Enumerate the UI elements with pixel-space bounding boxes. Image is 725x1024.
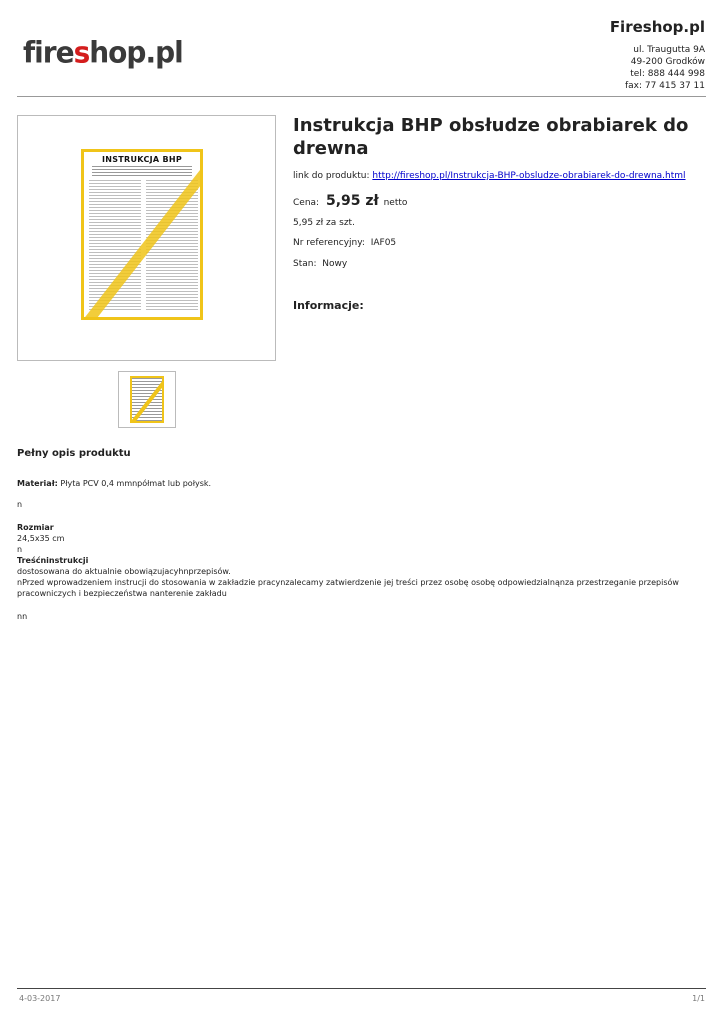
price-suffix: netto (383, 198, 408, 208)
product-thumbnail[interactable] (118, 371, 176, 428)
address-phone: tel: 888 444 998 (630, 69, 705, 79)
separator-nn: nn (17, 612, 28, 621)
condition-label: Stan: (293, 259, 317, 269)
size-value: 24,5x35 cm (17, 534, 65, 543)
separator-n2: n (17, 545, 23, 554)
material-line (17, 478, 697, 489)
address-street: ul. Traugutta 9A (633, 45, 705, 55)
description-body (17, 478, 697, 622)
thumbnail-diagonal-stripe (130, 376, 164, 423)
condition-row (293, 259, 347, 269)
material-value: Płyta PCV 0,4 mmnpółmat lub połysk. (57, 479, 212, 488)
shop-address (625, 44, 705, 92)
fireshop-logo[interactable] (23, 35, 183, 70)
price-label: Cena: (293, 198, 320, 208)
reference-row (293, 238, 396, 248)
sign-subtitle-lines (92, 166, 192, 176)
description-heading: Pełny opis produktu (17, 448, 131, 459)
header-divider (17, 96, 706, 97)
address-fax: fax: 77 415 37 11 (624, 81, 705, 91)
footer-divider (17, 988, 706, 989)
sign-title: INSTRUKCJA BHP (101, 155, 183, 164)
material-label: Materiał: (17, 479, 58, 488)
price-per-unit: 5,95 zł za szt. (293, 218, 355, 228)
product-link-row (293, 171, 686, 181)
footer-page-number: 1/1 (692, 994, 705, 1003)
condition-value: Nowy (322, 259, 348, 269)
content-line-1: dostosowana do aktualnie obowiązujacyhnprzepisów. (17, 567, 231, 576)
logo-text-accent: s (73, 35, 90, 70)
separator-n1: n (17, 500, 23, 509)
shop-name: Fireshop.pl (609, 18, 705, 36)
reference-value: IAF05 (370, 238, 397, 248)
logo-text-2: hop.pl (89, 35, 183, 70)
safety-sign-image (81, 149, 203, 320)
thumbnail-sign-image (130, 376, 164, 423)
price-row (293, 193, 407, 209)
size-label: Rozmiar (17, 523, 54, 532)
address-city: 49-200 Grodków (630, 57, 705, 67)
product-title: Instrukcja BHP obsłudze obrabiarek do drewna (293, 115, 689, 159)
content-line-2: nPrzed wprowadzeniem instrucji do stosowania w zakładzie pracynzalecamy zatwierdzenie jej treści przez osobę osobę odpowiedzialnąnza przestrzeganie przepisów pracowniczych i bezpieczeństwa nanterenie zakładu (17, 578, 679, 598)
product-link-label: link do produktu: (293, 171, 370, 181)
info-heading: Informacje: (293, 299, 364, 312)
product-main-image[interactable] (17, 115, 276, 361)
reference-label: Nr referencyjny: (293, 238, 365, 248)
footer-date: 4-03-2017 (19, 994, 61, 1003)
price-value: 5,95 zł (325, 193, 379, 209)
logo-text-1: fire (23, 35, 74, 70)
product-link[interactable]: http://fireshop.pl/Instrukcja-BHP-obsludze-obrabiarek-do-drewna.html (372, 171, 686, 181)
content-label: Treśćninstrukcji (17, 556, 89, 565)
